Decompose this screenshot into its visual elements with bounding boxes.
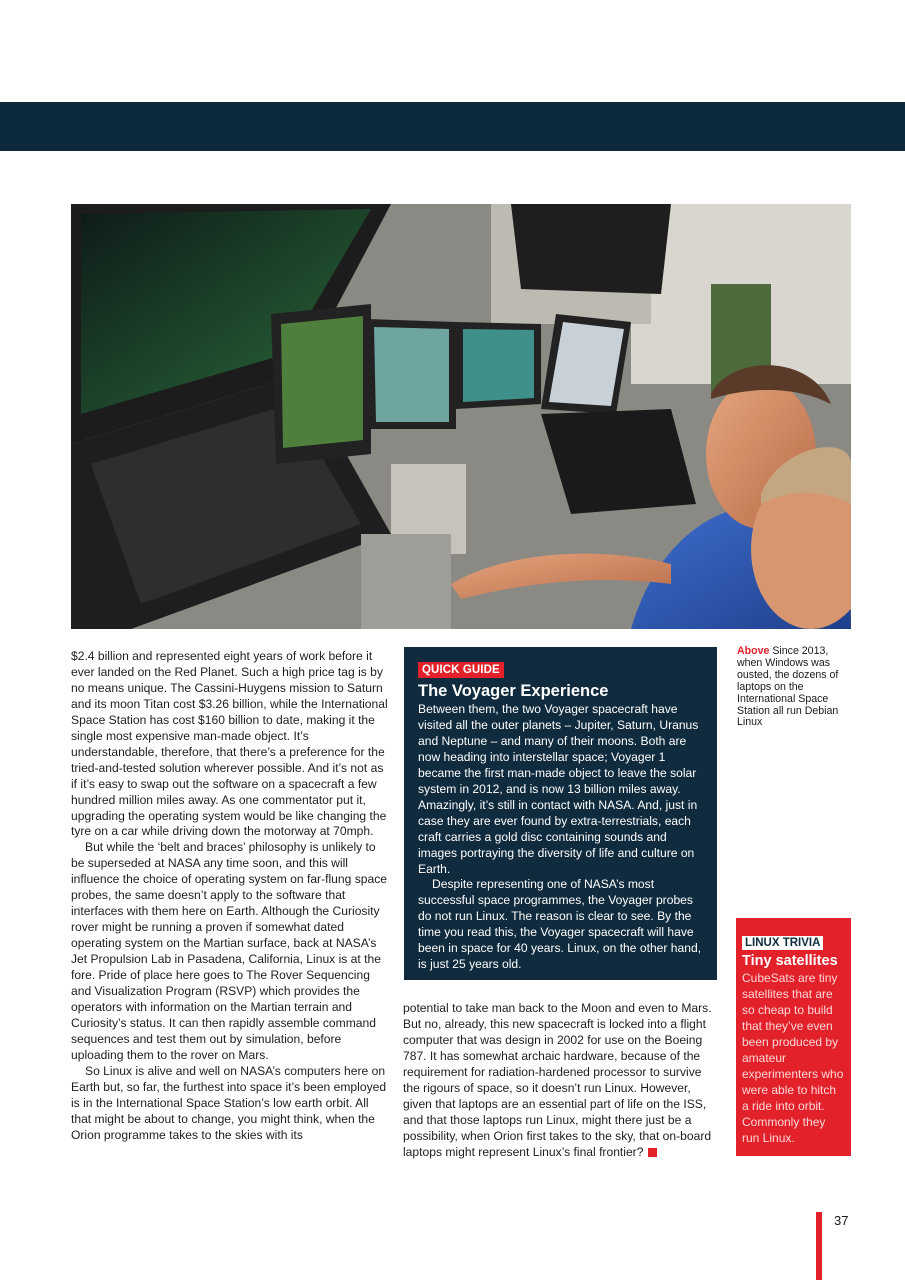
body-paragraph: But while the ‘belt and braces’ philosophy is unlikely to be superseded at NASA any time soon, and this will influence the choice of operating system on far-flung space probes, the same doesn’t apply to the software that interfaces with them here on Earth. Although the Curiosity rover might be running a proven if somewhat dated operating system on the Martian surface, back at NASA’s Jet Propulsion Lab in Pasadena, California, Linux is at the fore. Pride of place here goes to The Rover Sequencing and Visualization Program (RSVP) which provides the operators with information on the Martian terrain and Curiosity’s status. It can then rapidly assemble command sequences and test them out by simulation, before uploading them to the rover on Mars. [71, 840, 387, 1062]
caption-text: Since 2013, when Windows was ousted, the dozens of laptops on the International Space Station all run Debian Linux [737, 645, 839, 729]
trivia-tag: LINUX TRIVIA [742, 936, 823, 950]
body-paragraph [403, 1001, 721, 1161]
quick-guide-paragraph: Despite representing one of NASA’s most successful space programmes, the Voyager probes do not run Linux. The reason is clear to see. By the time you read this, the Voyager spacecraft will have been in space for 40 years. Linux, on the other hand, is just 25 years old. [418, 877, 702, 972]
header-band [0, 102, 905, 151]
trivia-body: CubeSats are tiny satellites that are so cheap to build that they’ve even been produced by amateur experimenters who were able to hitch a ride into orbit. Commonly they run Linux. [742, 971, 844, 1145]
photo-caption [737, 646, 853, 729]
page-number: 37 [834, 1213, 849, 1228]
quick-guide-body [418, 702, 703, 973]
middle-paragraph-text: potential to take man back to the Moon and even to Mars. But no, already, this new spacecraft is locked into a flight computer that was design in 2002 for use on the Boeing 787. It has somewhat archaic hardware, because of the requirement for radiation-hardened processor to survive the rigours of space, so it doesn’t run Linux. However, given that laptops are an essential part of life on the ISS, and that those laptops run Linux, might there just be a possibility, when Orion first takes to the sky, that on-board laptops might represent Linux’s final frontier? [403, 1001, 712, 1159]
linux-trivia-box [736, 918, 851, 1156]
body-paragraph: $2.4 billion and represented eight years of work before it ever landed on the Red Planet. Such a high price tag is by no means unique. The Cassini-Huygens mission to Saturn and its moon Titan cost $3.26 billion, while the International Space Station has cost $160 billion to date, making it the single most expensive man-made object. It’s understandable, therefore, that there’s a preference for the tried-and-tested solution wherever possible. And it’s not as if it’s easy to swap out the software on a spacecraft a few hundred million miles away. As one commentator put it, upgrading the operating system would be like changing the tyre on a car while driving down the motorway at 70mph. [71, 649, 388, 839]
page-number-bar [816, 1212, 822, 1280]
caption-label: Above [737, 645, 770, 657]
quick-guide-box [404, 647, 717, 980]
trivia-title: Tiny satellites [742, 953, 838, 969]
quick-guide-tag: QUICK GUIDE [418, 662, 504, 678]
body-paragraph: So Linux is alive and well on NASA’s computers here on Earth but, so far, the furthest into space it’s been employed is in the International Space Station’s low earth orbit. All that might be about to change, you might think, when the Orion programme takes to the skies with its [71, 1063, 387, 1142]
left-article-column [71, 649, 389, 1144]
quick-guide-paragraph: Between them, the two Voyager spacecraft have visited all the outer planets – Jupiter, Saturn, Uranus and Neptune – and many of their moons. Both are now heading into interstellar space; Voyager 1 became the first man-made object to leave the solar system in 2012, and is now 13 billion miles away. Amazingly, it’s still in contact with NASA. And, just in case they are ever found by extra-terrestrials, each craft carries a gold disc containing sounds and images portraying the diversity of life and culture on Earth. [418, 702, 699, 876]
quick-guide-title: The Voyager Experience [418, 682, 609, 700]
middle-article-column [403, 1001, 721, 1161]
iss-laptops-photo [71, 204, 851, 629]
article-end-marker [648, 1148, 657, 1157]
